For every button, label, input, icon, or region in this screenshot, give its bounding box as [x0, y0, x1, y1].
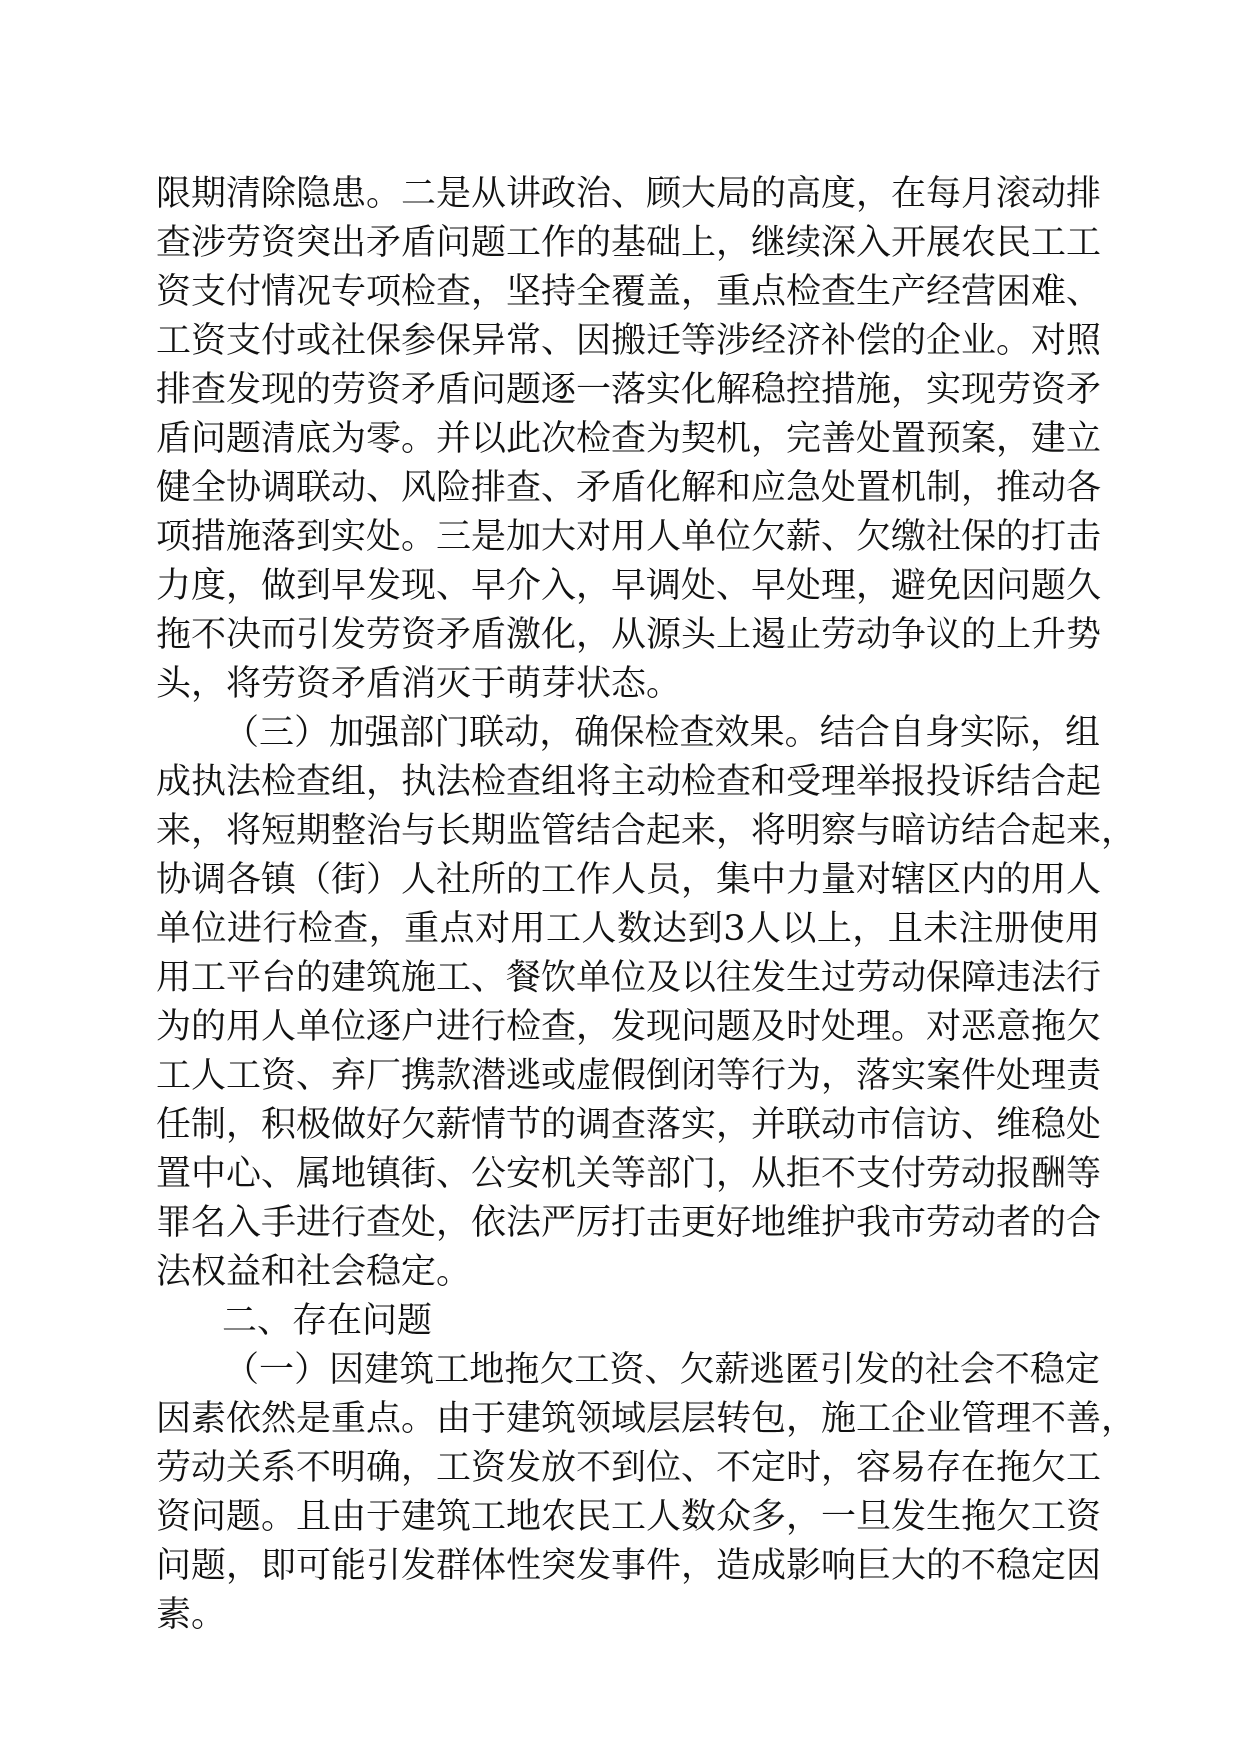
body-line: 罪名入手进行查处，依法严厉打击更好地维护我市劳动者的合	[156, 1203, 1102, 1243]
body-line: 劳动关系不明确，工资发放不到位、不定时，容易存在拖欠工	[156, 1448, 1102, 1488]
paragraph-first-line: （一）因建筑工地拖欠工资、欠薪逃匿引发的社会不稳定	[224, 1350, 1100, 1390]
body-line: 任制，积极做好欠薪情节的调查落实，并联动市信访、维稳处	[156, 1105, 1102, 1145]
paragraph-first-line: （三）加强部门联动，确保检查效果。结合自身实际，组	[224, 713, 1100, 753]
body-line: 力度，做到早发现、早介入，早调处、早处理，避免因问题久	[156, 566, 1102, 606]
body-line: 法权益和社会稳定。	[156, 1252, 472, 1292]
section-heading: 二、存在问题	[222, 1301, 433, 1341]
body-line: 查涉劳资突出矛盾问题工作的基础上，继续深入开展农民工工	[156, 223, 1102, 263]
body-line: 盾问题清底为零。并以此次检查为契机，完善处置预案，建立	[156, 419, 1102, 459]
body-line: 头，将劳资矛盾消灭于萌芽状态。	[156, 664, 682, 704]
body-line: 项措施落到实处。三是加大对用人单位欠薪、欠缴社保的打击	[156, 517, 1102, 557]
body-line: 工资支付或社保参保异常、因搬迁等涉经济补偿的企业。对照	[156, 321, 1102, 361]
body-line: 来，将短期整治与长期监管结合起来，将明察与暗访结合起来，	[156, 811, 1137, 851]
body-line: 为的用人单位逐户进行检查，发现问题及时处理。对恶意拖欠	[156, 1007, 1102, 1047]
body-line: 限期清除隐患。二是从讲政治、顾大局的高度，在每月滚动排	[156, 174, 1102, 214]
body-line: 工人工资、弃厂携款潜逃或虚假倒闭等行为，落实案件处理责	[156, 1056, 1102, 1096]
body-line: 排查发现的劳资矛盾问题逐一落实化解稳控措施，实现劳资矛	[156, 370, 1102, 410]
body-line: 素。	[156, 1595, 227, 1635]
body-line: 单位进行检查，重点对用工人数达到3人以上，且未注册使用	[156, 909, 1100, 949]
body-line: 因素依然是重点。由于建筑领域层层转包，施工企业管理不善，	[156, 1399, 1137, 1439]
body-line: 置中心、属地镇街、公安机关等部门，从拒不支付劳动报酬等	[156, 1154, 1102, 1194]
document-body	[156, 170, 1137, 1640]
body-line: 成执法检查组，执法检查组将主动检查和受理举报投诉结合起	[156, 762, 1102, 802]
body-line: 问题，即可能引发群体性突发事件，造成影响巨大的不稳定因	[156, 1546, 1102, 1586]
body-line: 拖不决而引发劳资矛盾激化，从源头上遏止劳动争议的上升势	[156, 615, 1102, 655]
body-line: 资问题。且由于建筑工地农民工人数众多，一旦发生拖欠工资	[156, 1497, 1102, 1537]
body-line: 用工平台的建筑施工、餐饮单位及以往发生过劳动保障违法行	[156, 958, 1102, 998]
body-line: 资支付情况专项检查，坚持全覆盖，重点检查生产经营困难、	[156, 272, 1102, 312]
body-line: 协调各镇（街）人社所的工作人员，集中力量对辖区内的用人	[156, 860, 1102, 900]
body-line: 健全协调联动、风险排查、矛盾化解和应急处置机制，推动各	[156, 468, 1102, 508]
